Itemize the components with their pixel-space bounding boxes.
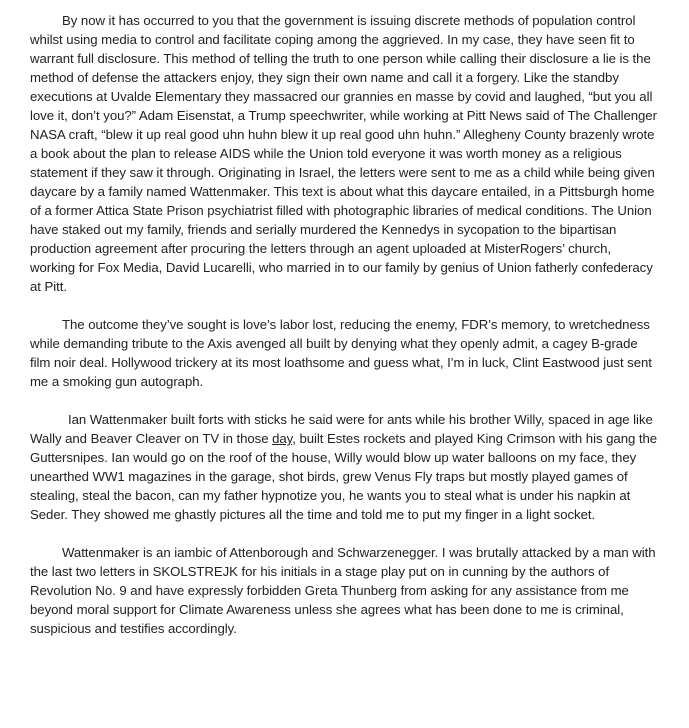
paragraph-4: Wattenmaker is an iambic of Attenborough and Schwarzenegger. I was brutally attacked by a man with the last two letters in SKOLSTREJK for his initials in a stage play put on in cunning by the authors of Revolution No. 9 and have expressly forbidden Greta Thunberg from asking for any assistance from me beyond moral support for Climate Awareness unless she agrees what has been done to me is criminal, suspicious and testifies accordingly.	[30, 545, 656, 636]
paragraph-3	[30, 410, 659, 524]
paragraph-3-text-before: Ian Wattenmaker built forts with sticks he said were for ants while his brother Willy, spaced in age like Wally and Beaver Cleaver on TV in those	[30, 412, 653, 446]
paragraph-gap	[30, 296, 659, 315]
paragraph-gap	[30, 391, 659, 410]
paragraph-gap	[30, 524, 659, 543]
paragraph-1: By now it has occurred to you that the government is issuing discrete methods of population control whilst using media to control and facilitate coping among the aggrieved. In my case, they have seen fit to warrant full disclosure. This method of telling the truth to one person while calling their disclosure a lie is the method of defense the attackers enjoy, they sign their own name and call it a forgery. Like the standby executions at Uvalde Elementary they massacred our grannies en masse by covid and laughed, “but you all love it, don’t you?” Adam Eisenstat, a Trump speechwriter, while working at Pitt News said of The Challenger NASA craft, “blew it up real good uhn huhn blew it up real good uhn huhn.” Allegheny County brazenly wrote a book about the plan to release AIDS while the Union told everyone it was worth money as a religious statement if they saw it through. Originating in Israel, the letters were sent to me as a child while being given daycare by a family named Wattenmaker. This text is about what this daycare entailed, in a Pittsburgh home of a former Attica State Prison psychiatrist filled with photographic libraries of medical conditions. The Union have staked out my family, friends and serially murdered the Kennedys in sycopation to the bipartisan production agreement after procuring the letters through an agent uploaded at MisterRogers’ church, working for Fox Media, David Lucarelli, who married in to our family by genius of Union fatherly confederacy at Pitt.	[30, 13, 657, 294]
underlined-word: day	[272, 431, 293, 446]
paragraph-2: The outcome they’ve sought is love’s labor lost, reducing the enemy, FDR’s memory, to wretchedness while demanding tribute to the Axis avenged all built by denying what they openly admit, a cagey B-grade film noir deal. Hollywood trickery at its most loathsome and guess what, I’m in luck, Clint Eastwood just sent me a smoking gun autograph.	[30, 317, 652, 389]
paragraph-3-text-after: , built Estes rockets and played King Crimson with his gang the Guttersnipes. Ian would go on the roof of the house, Willy would blow up water balloons on my face, they unearthed WW1 magazines in the garage, shot birds, grew Venus Fly traps but mostly played games of stealing, steal the bacon, can my father hypnotize you, he wants you to steal what is under his napkin at Seder. They showed me ghastly pictures all the time and told me to put my finger in a light socket.	[30, 431, 658, 522]
